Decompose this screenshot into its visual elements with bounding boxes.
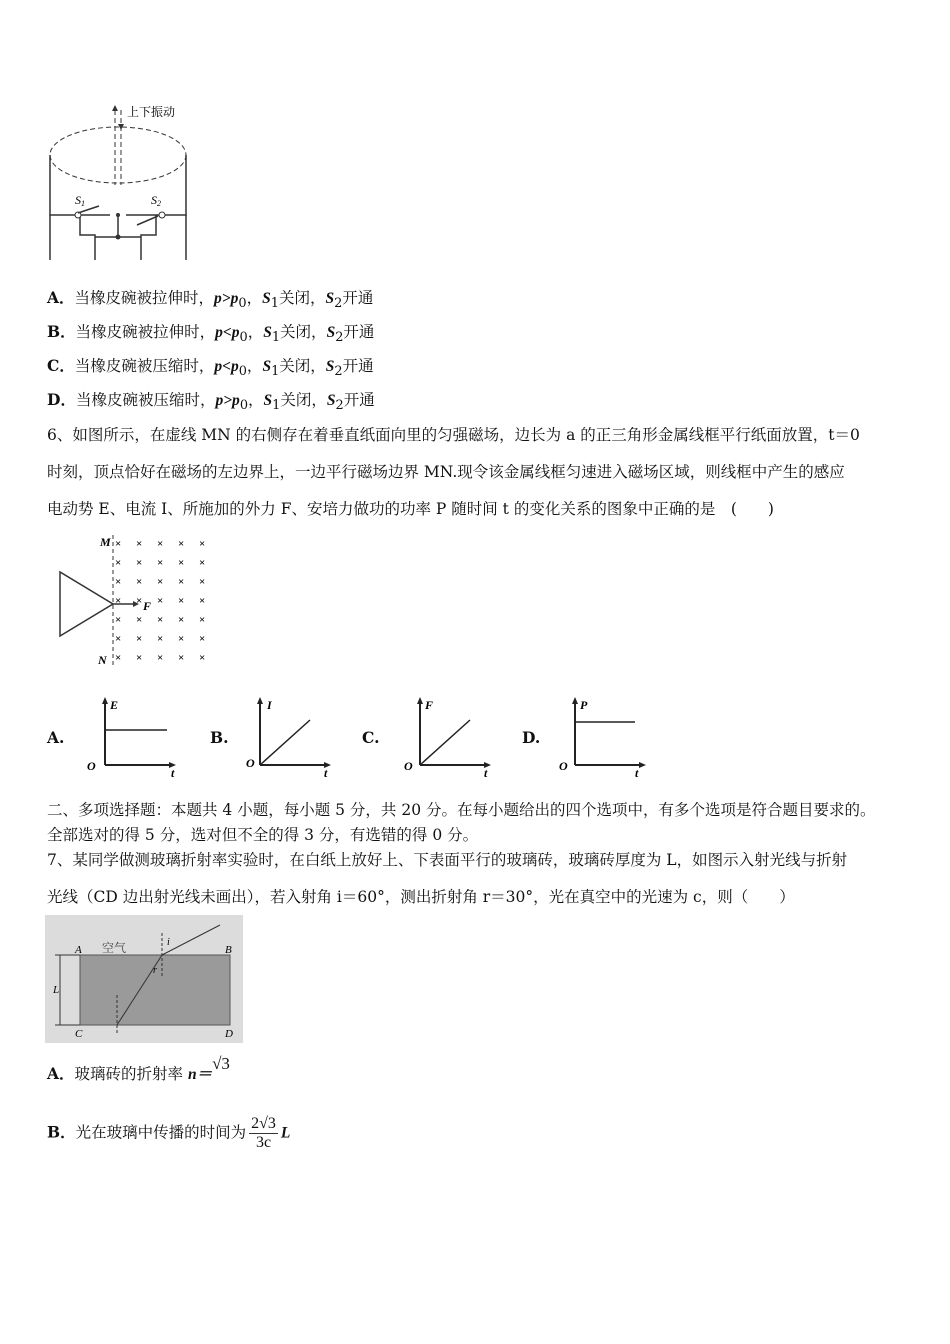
- origin-label: O: [246, 756, 255, 770]
- option-cond: p>p: [214, 290, 239, 307]
- t: ，: [246, 357, 263, 375]
- field-cross: ×: [115, 538, 122, 550]
- option-text: 玻璃砖的折射率: [74, 1065, 188, 1083]
- l-label: L: [53, 984, 60, 996]
- section2-line1: 二、多项选择题：本题共 4 小题，每小题 5 分，共 20 分。在每小题给出的四个选项中，有多个选项是符合题目要求的。: [47, 801, 876, 819]
- field-cross: ×: [178, 652, 185, 664]
- option-letter: B．: [47, 322, 76, 341]
- t: 开通: [343, 391, 375, 409]
- q6-graph-a[interactable]: [85, 695, 180, 780]
- t: S: [325, 290, 335, 307]
- option-cond: p>p: [215, 392, 240, 409]
- origin-label: O: [559, 759, 568, 773]
- t: 关闭，: [280, 323, 327, 341]
- y-axis-label: P: [580, 698, 588, 712]
- d-label: D: [225, 1028, 233, 1040]
- q7-option-b[interactable]: [47, 1115, 290, 1152]
- y-axis-label: I: [267, 698, 272, 712]
- sub: 0: [239, 330, 248, 346]
- q6-option-d-label[interactable]: D.: [522, 728, 541, 747]
- x-axis-label: t: [484, 766, 488, 780]
- field-cross: ×: [199, 538, 206, 550]
- field-cross: ×: [178, 633, 185, 645]
- option-letter: D．: [47, 390, 76, 409]
- field-cross: ×: [136, 633, 143, 645]
- magnetic-field-diagram: [55, 530, 215, 670]
- q7-stem-line1: 7、某同学做测玻璃折射率实验时，在白纸上放好上、下表面平行的玻璃砖，玻璃砖厚度为 L，如图示入射光线与折射: [47, 851, 848, 869]
- field-cross: ×: [178, 557, 185, 569]
- q6-stem-line1: 6、如图所示，在虚线 MN 的右侧存在着垂直纸面向里的匀强磁场，边长为 a 的正三角形金属线框平行纸面放置，t＝0: [47, 426, 860, 444]
- t: ，: [247, 323, 264, 341]
- sub: 2: [334, 364, 343, 380]
- field-cross: ×: [157, 576, 164, 588]
- option-letter: B．: [47, 1122, 76, 1142]
- field-cross: ×: [115, 652, 122, 664]
- sqrt3-value: √3: [212, 1054, 230, 1073]
- field-cross: ×: [157, 633, 164, 645]
- field-cross: ×: [199, 633, 206, 645]
- fraction: [249, 1115, 278, 1152]
- y-axis-label: E: [110, 698, 119, 712]
- sub: 2: [335, 330, 344, 346]
- field-cross: ×: [136, 557, 143, 569]
- option-text: 当橡皮碗被压缩时，: [75, 391, 216, 409]
- q6-graph-d[interactable]: [555, 695, 650, 780]
- sub: 1: [270, 296, 279, 312]
- sub: 2: [334, 296, 343, 312]
- r-label: r: [153, 965, 157, 976]
- sub: 2: [335, 398, 344, 414]
- option-text: 当橡皮碗被拉伸时，: [75, 323, 216, 341]
- q6-option-a-label[interactable]: A.: [47, 728, 65, 747]
- t: 关闭，: [278, 289, 326, 307]
- option-cond: p<p: [214, 358, 239, 375]
- air-label: 空气: [102, 941, 127, 955]
- sub: 0: [238, 364, 247, 380]
- field-cross: ×: [157, 614, 164, 626]
- q7-option-a[interactable]: [47, 1054, 230, 1084]
- option-var: n＝: [187, 1066, 213, 1083]
- b-label: B: [225, 944, 232, 956]
- t: S: [263, 324, 272, 341]
- field-cross: ×: [199, 652, 206, 664]
- field-cross: ×: [136, 652, 143, 664]
- option-letter: A．: [47, 1064, 75, 1083]
- q6-stem-line2: 时刻，顶点恰好在磁场的左边界上，一边平行磁场边界 MN.现令该金属线框匀速进入磁场区域，则线框中产生的感应: [47, 463, 845, 481]
- fraction-numerator: 2√3: [251, 1115, 276, 1132]
- option-letter: C．: [47, 356, 75, 375]
- field-cross: ×: [199, 576, 206, 588]
- sub: 1: [271, 364, 280, 380]
- field-cross: ×: [157, 652, 164, 664]
- x-axis-label: t: [171, 766, 175, 780]
- q6-option-b-label[interactable]: B.: [210, 728, 229, 747]
- glass-refraction-diagram: [45, 915, 243, 1043]
- field-cross: ×: [157, 538, 164, 550]
- t: 关闭，: [280, 391, 327, 409]
- t: S: [326, 392, 336, 409]
- t: 开通: [342, 357, 374, 375]
- t: 开通: [342, 289, 374, 307]
- i-label: i: [167, 937, 170, 948]
- t: S: [263, 392, 273, 409]
- fraction-denominator: 3c: [255, 1134, 272, 1151]
- option-var: L: [280, 1124, 291, 1142]
- origin-label: O: [87, 759, 96, 773]
- a-label: A: [75, 944, 82, 956]
- option-text: 光在玻璃中传播的时间为: [75, 1123, 247, 1142]
- vibration-label: 上下振动: [127, 105, 176, 119]
- t: ，: [248, 391, 264, 409]
- sub: 0: [238, 296, 247, 312]
- q7-stem-line2: 光线（CD 边出射光线未画出），若入射角 i＝60°，测出折射角 r＝30°，光在真空中的光速为 c，则（ ）: [47, 888, 795, 906]
- field-cross: ×: [199, 557, 206, 569]
- field-cross: ×: [178, 595, 185, 607]
- t: S: [262, 290, 271, 307]
- q5-option-b[interactable]: [47, 320, 374, 345]
- field-cross: ×: [157, 595, 164, 607]
- q5-option-c[interactable]: [47, 354, 374, 379]
- field-cross: ×: [157, 557, 164, 569]
- option-text: 当橡皮碗被压缩时，: [74, 357, 215, 375]
- field-cross: ×: [115, 633, 122, 645]
- field-cross: ×: [136, 595, 143, 607]
- s1-label: S1: [75, 193, 85, 208]
- field-cross: ×: [178, 614, 185, 626]
- field-cross: ×: [136, 576, 143, 588]
- f-label: F: [143, 599, 152, 613]
- section2-line2: 全部选对的得 5 分，选对但不全的得 3 分，有选错的得 0 分。: [47, 826, 479, 844]
- q6-stem-line3: 电动势 E、电流 I、所施加的外力 F、安培力做功的功率 P 随时间 t 的变化关系的图象中正确的是 ( ): [47, 500, 774, 518]
- t: S: [262, 358, 272, 375]
- option-letter: A．: [47, 288, 75, 307]
- m-label: M: [100, 535, 111, 549]
- x-axis-label: t: [324, 766, 328, 780]
- t: S: [326, 324, 336, 341]
- field-cross: ×: [199, 614, 206, 626]
- q5-option-d[interactable]: [47, 388, 375, 413]
- pump-diagram: [45, 100, 205, 270]
- t: 开通: [343, 323, 375, 341]
- field-cross: ×: [199, 595, 206, 607]
- field-cross: ×: [115, 595, 122, 607]
- q5-option-a[interactable]: [47, 286, 373, 311]
- n-label: N: [98, 653, 107, 667]
- field-cross: ×: [178, 538, 185, 550]
- t: S: [325, 358, 335, 375]
- q6-option-c-label[interactable]: C.: [362, 728, 380, 747]
- option-text: 当橡皮碗被拉伸时，: [74, 289, 215, 307]
- q6-graph-c[interactable]: [400, 695, 495, 780]
- sub: 0: [239, 398, 249, 414]
- y-axis-label: F: [425, 698, 434, 712]
- field-cross: ×: [115, 557, 122, 569]
- s2-label: S2: [151, 193, 161, 208]
- field-cross: ×: [115, 614, 122, 626]
- sub: 1: [272, 398, 281, 414]
- field-cross: ×: [115, 576, 122, 588]
- field-cross: ×: [136, 614, 143, 626]
- option-cond: p<p: [215, 324, 240, 341]
- t: 关闭，: [279, 357, 326, 375]
- sub: 1: [271, 330, 281, 346]
- x-axis-label: t: [635, 766, 639, 780]
- t: ，: [246, 289, 263, 307]
- origin-label: O: [404, 759, 413, 773]
- q6-graph-b[interactable]: [240, 695, 335, 780]
- field-cross: ×: [136, 538, 143, 550]
- field-cross: ×: [178, 576, 185, 588]
- c-label: C: [75, 1028, 83, 1040]
